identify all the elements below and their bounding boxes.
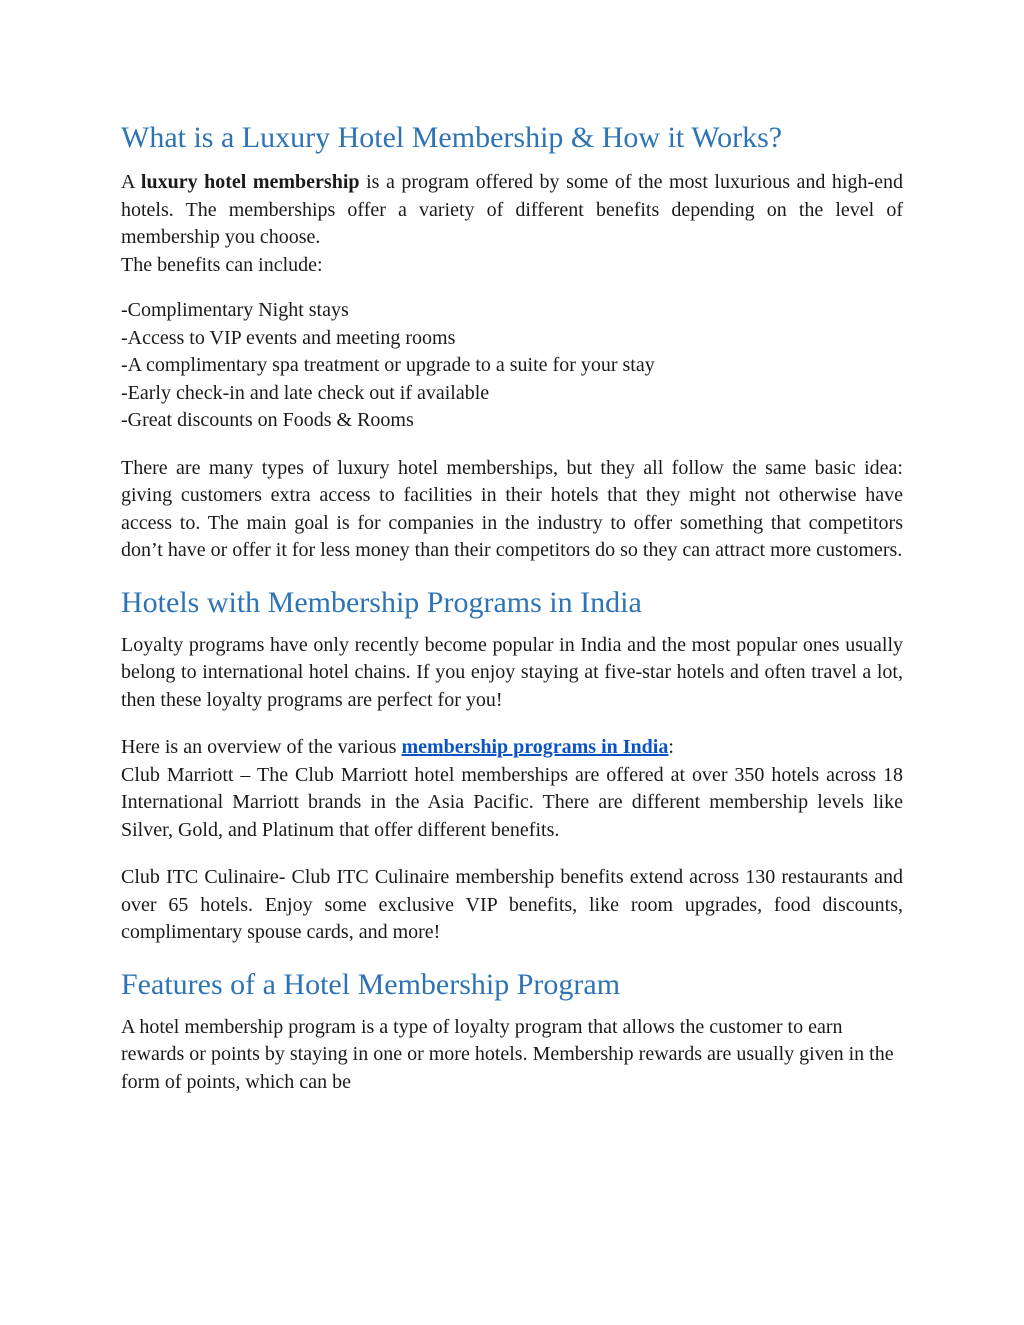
document-page [121,118,903,1096]
intro-rest: is a program offered by some of the most luxurious and high-end hotels. The memberships offer a variety of different benefits depending on the level of membership you choose. [121,171,904,248]
overview-prefix: Here is an overview of the various [121,736,402,758]
section-heading-india-programs: Hotels with Membership Programs in India [121,585,642,619]
benefit-item: -A complimentary spa treatment or upgrade to a suite for your stay [121,354,655,376]
club-marriott-paragraph: Club Marriott – The Club Marriott hotel memberships are offered at over 350 hotels across 18 International Marriott brands in the Asia Pacific. There are different membership levels like Silver, Gold, and Platinum that offer different benefits. [121,763,903,841]
types-paragraph: There are many types of luxury hotel memberships, but they all follow the same basic idea: giving customers extra access to facilities in their hotels that they might not otherwise have access to. The main goal is for companies in the industry to offer something that competitors don’t have or offer it for less money than their competitors do so they can attract more customers. [121,456,903,561]
benefits-list [121,297,903,435]
intro-paragraph [121,169,903,252]
section-heading-luxury-membership: What is a Luxury Hotel Membership & How it Works? [121,121,783,154]
benefits-lead: The benefits can include: [121,253,323,276]
club-itc-paragraph: Club ITC Culinaire- Club ITC Culinaire membership benefits extend across 130 restaurants and over 65 hotels. Enjoy some exclusive VIP benefits, like room upgrades, food discounts, complimentary spouse cards, and more! [121,866,903,943]
membership-programs-link[interactable]: membership programs in India [401,736,669,758]
overview-line [121,734,903,762]
intro-bold-term: luxury hotel membership [140,171,360,193]
benefit-item: -Great discounts on Foods & Rooms [121,409,414,431]
benefit-item: -Complimentary Night stays [121,299,349,321]
features-paragraph: A hotel membership program is a type of loyalty program that allows the customer to earn rewards or points by staying in one or more hotels. Membership rewards are usually given in the form of points, which can be [121,1015,894,1093]
intro-prefix: A [121,171,135,193]
benefit-item: -Early check-in and late check out if available [121,381,490,404]
overview-suffix: : [668,736,674,758]
section-heading-features: Features of a Hotel Membership Program [121,967,621,1001]
loyalty-paragraph: Loyalty programs have only recently become popular in India and the most popular ones usually belong to international hotel chains. If you enjoy staying at five-star hotels and often travel a lot, then these loyalty programs are perfect for you! [121,633,903,711]
benefit-item: -Access to VIP events and meeting rooms [121,326,456,349]
